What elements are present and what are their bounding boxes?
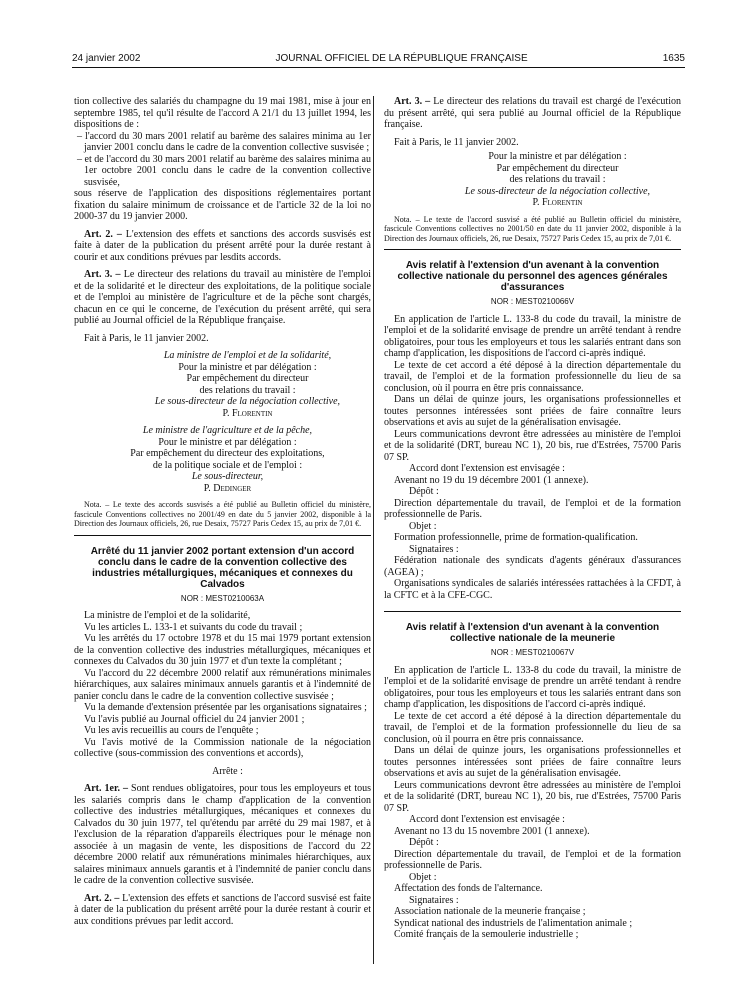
section-divider: [384, 249, 681, 250]
avis2-paragraph: Le texte de cet accord a été déposé à la direction départementale du travail, de l'emploi et de la formation professionnelle du lieu de sa conclusion, où il pourra en être pris connaissance.: [384, 710, 681, 745]
avis2-paragraph: Direction départementale du travail, de l'emploi et de la formation professionnelle de Paris.: [384, 848, 681, 871]
signature-block-2: Le ministre de l'agriculture et de la pêche, Pour le ministre et par délégation : Par empêchement du directeur des exploitations, de la politique sociale et de l'emploi : Le sous-directeur, P. Dedinger: [130, 425, 325, 494]
vu-4: Vu la demande d'extension présentée par les organisations signataires ;: [84, 702, 367, 713]
article-3: Art. 3. – Le directeur des relations du travail au ministère de l'emploi et de la solidarité et le directeur des exploitations, de la politique sociale et de l'emploi au ministère de l'agriculture et de la pêche sont chargés, chacun en ce qui le concerne, de l'exécution du présent arrêté, qui sera publié au Journal officiel de la République française.: [74, 269, 372, 326]
avis1-paragraph: En application de l'article L. 133-8 du code du travail, la ministre de l'emploi et de la solidarité envisage de prendre un arrêté tendant à rendre obligatoires, pour tous les employeurs et tous les salariés entrant dans son champ d'application, les dispositions de l'accord ci-après indiqué.: [384, 313, 681, 359]
avis2-paragraph: En application de l'article L. 133-8 du code du travail, la ministre de l'emploi et de la solidarité envisage de prendre un arrêté tendant à rendre obligatoires, pour tous les employeurs et tous les salariés entrant dans son champ d'application, les dispositions de l'accord ci-après indiqué.: [384, 664, 681, 710]
avis1-paragraph: Fédération nationale des syndicats d'agents généraux d'assurances (AGEA) ;: [384, 555, 681, 578]
vu-1: Vu les articles L. 133-1 et suivants du code du travail ;: [84, 621, 303, 633]
article-2: Art. 2. – L'extension des effets et sanctions des accords susvisés est faite à dater de la publication du présent arrêté pour la durée restant à courir et aux conditions prévues par lesdits accords.: [74, 228, 371, 263]
avis2-paragraph: Leurs communications devront être adressées au ministère de l'emploi et de la solidarité (DRT, bureau NC 1), 20 bis, rue d'Estrées, 75700 Paris 07 SP.: [384, 779, 681, 814]
section-divider: [384, 611, 681, 612]
vu-2: Vu les arrêtés du 17 octobre 1978 et du 15 mai 1979 portant extension de la convention collective des industries métallurgiques, mécaniques et connexes du Calvados du 30 juin 1977 et d'un texte la complétant ;: [74, 633, 371, 667]
arrete-label: Arrête :: [212, 765, 243, 777]
section-divider: [74, 535, 371, 536]
header-journal-title: JOURNAL OFFICIEL DE LA RÉPUBLIQUE FRANÇAISE: [275, 53, 528, 65]
right-signature-block: Pour la ministre et par délégation : Par empêchement du directeur des relations du travail : Le sous-directeur de la négociation collective, P. Florentin: [464, 151, 651, 208]
arrete-title: Arrêté du 11 janvier 2002 portant extension d'un accord conclu dans le cadre de la convention collective des industries métallurgiques, mécaniques et connexes du Calvados: [90, 545, 355, 590]
header-rule: [72, 67, 685, 68]
header-date: 24 janvier 2002: [72, 53, 141, 65]
article-2b: Art. 2. – L'extension des effets et sanctions de l'accord susvisé est faite à dater de la publication du présent arrêté pour la durée restant à courir et aux conditions prévues par ledit accord.: [74, 892, 371, 927]
avis2-paragraph: Affectation des fonds de l'alternance.: [394, 883, 543, 894]
avis2-label: Objet :: [409, 871, 437, 883]
avis1-label: Dépôt :: [409, 486, 439, 497]
avis1-title: Avis relatif à l'extension d'un avenant à la convention collective nationale du personnel des agences générales d'assurances: [397, 260, 668, 293]
avis1-paragraph: Leurs communications devront être adressées au ministère de l'emploi et de la solidarité (DRT, bureau NC 1), 20 bis, rue d'Estrées, 75700 Paris 07 SP.: [384, 428, 681, 463]
column-separator: [373, 96, 374, 964]
avis1-paragraph: Avenant no 19 du 19 décembre 2001 (1 annexe).: [394, 474, 589, 486]
avis2-title: Avis relatif à l'extension d'un avenant à la convention collective nationale de la meunerie: [405, 622, 660, 644]
avis2-nor: NOR : MEST0210067V: [490, 648, 575, 657]
intro-paragraph: tion collective des salariés du champagne du 19 mai 1981, mise à jour en septembre 1985, tel qu'il résulte de l'accord A 21/1 du 13 juillet 1994, les dispositions de :: [74, 96, 371, 130]
avis2-label: Dépôt :: [409, 837, 439, 848]
nota-note: Nota. – Le texte des accords susvisés a été publié au Bulletin officiel du ministère, fascicule Conventions collectives no 2001/49 en date du 5 janvier 2002, disponible à la Direction des Journaux officiels, 26, rue Desaix, 75727 Paris Cedex 15, au prix de 7,01 €.: [74, 500, 371, 528]
vu-7: Vu l'avis motivé de la Commission nationale de la négociation collective (sous-commission des conventions et accords),: [74, 736, 371, 759]
avis1-paragraph: Organisations syndicales de salariés intéressées rattachées à la CFDT, à la CFTC et à la CFE-CGC.: [384, 578, 681, 601]
article-1: Art. 1er. – Sont rendues obligatoires, pour tous les employeurs et tous les salariés compris dans le champ d'application de la convention collective des industries métallurgiques, mécaniques et connexes du Calvados du 30 juin 1977, tel qu'étendu par arrêté du 29 mai 1987, et à l'exclusion de la réparation d'appareils électriques pour le ménage non associée à un magasin de vente, les dispositions de l'accord du 22 décembre 2000 relatif aux rémunérations minimales hiérarchiques, aux salaires minimaux annuels garantis et à l'indemnité de panier conclu dans le cadre de la convention collective susvisée.: [74, 783, 371, 886]
avis2-paragraph: Accord dont l'extension est envisagée :: [409, 814, 565, 825]
avis1-paragraph: Formation professionnelle, prime de formation-qualification.: [394, 532, 638, 543]
avis1-nor: NOR : MEST0210066V: [490, 297, 575, 306]
avis1-paragraph: Le texte de cet accord a été déposé à la direction départementale du travail, de l'emploi et de la formation professionnelle du lieu de sa conclusion, où il pourra en être pris connaissance.: [384, 359, 681, 394]
avis2-paragraph: Association nationale de la meunerie française ;: [394, 906, 586, 917]
avis2-paragraph: Dans un délai de quinze jours, les organisations professionnelles et toutes personnes intéressées sont priées de faire connaître leurs observations et avis au sujet de la généralisation envisagée.: [384, 745, 681, 779]
fait-line: Fait à Paris, le 11 janvier 2002.: [84, 332, 209, 344]
reserve-paragraph: sous réserve de l'application des dispositions réglementaires portant fixation du salaire minimum de croissance et de l'article 32 de la loi no 2000-37 du 19 janvier 2000.: [74, 188, 371, 222]
avis1-paragraph: Accord dont l'extension est envisagée :: [409, 463, 565, 474]
vu-3: Vu l'accord du 22 décembre 2000 relatif aux rémunérations minimales hiérarchiques, aux salaires minimaux annuels garantis et à l'indemnité de panier conclu dans le cadre de la convention collective susvisée ;: [74, 667, 371, 702]
signature-block-1: La ministre de l'emploi et de la solidarité, Pour la ministre et par délégation : Par empêchement du directeur des relations du travail : Le sous-directeur de la négociation collective, P. Florentin: [154, 350, 341, 419]
avis2-paragraph: Avenant no 13 du 15 novembre 2001 (1 annexe).: [394, 825, 590, 837]
avis1-label: Signataires :: [409, 543, 459, 555]
arrete-nor: NOR : MEST0210063A: [180, 593, 265, 603]
header-page-number: 1635: [662, 53, 685, 65]
avis1-paragraph: Direction départementale du travail, de l'emploi et de la formation professionnelle de Paris.: [384, 497, 681, 520]
right-nota-note: Nota. – Le texte de l'accord susvisé a été publié au Bulletin officiel du ministère, fascicule Conventions collectives no 2001/50 en date du 11 janvier 2002, disponible à la Direction des Journaux officiels, 26, rue Desaix, 75727 Paris Cedex 15, au prix de 7,01 €.: [384, 214, 681, 243]
page-header: [72, 52, 685, 66]
avis2-paragraph: Syndicat national des industriels de l'alimentation animale ;: [394, 917, 633, 929]
right-fait-line: Fait à Paris, le 11 janvier 2002.: [394, 136, 519, 148]
left-column: [74, 96, 371, 927]
avis1-label: Objet :: [409, 520, 437, 532]
dash-item-1: – l'accord du 30 mars 2001 relatif au barème des salaires minima au 1er janvier 2001 conclu dans le cadre de la convention collective susvisée ;: [77, 130, 371, 153]
ministre-line: La ministre de l'emploi et de la solidarité,: [84, 610, 251, 621]
avis1-paragraph: Dans un délai de quinze jours, les organisations professionnelles et toutes personnes intéressées sont priées de faire connaître leurs observations et avis au sujet de la généralisation envisagée.: [384, 394, 681, 428]
dash-item-2: – et de l'accord du 30 mars 2001 relatif au barème des salaires minima au 1er octobre 2001 conclu dans le cadre de la convention collective susvisée,: [77, 153, 371, 188]
vu-5: Vu l'avis publié au Journal officiel du 24 janvier 2001 ;: [84, 713, 305, 725]
right-article-3: Art. 3. – Le directeur des relations du travail est chargé de l'exécution du présent arrêté, qui sera publié au Journal officiel de la République française.: [384, 96, 681, 130]
avis2-label: Signataires :: [409, 894, 459, 906]
right-column: [384, 96, 681, 941]
vu-6: Vu les avis recueillis au cours de l'enquête ;: [84, 725, 259, 736]
avis2-paragraph: Comité français de la semoulerie industrielle ;: [394, 929, 579, 940]
